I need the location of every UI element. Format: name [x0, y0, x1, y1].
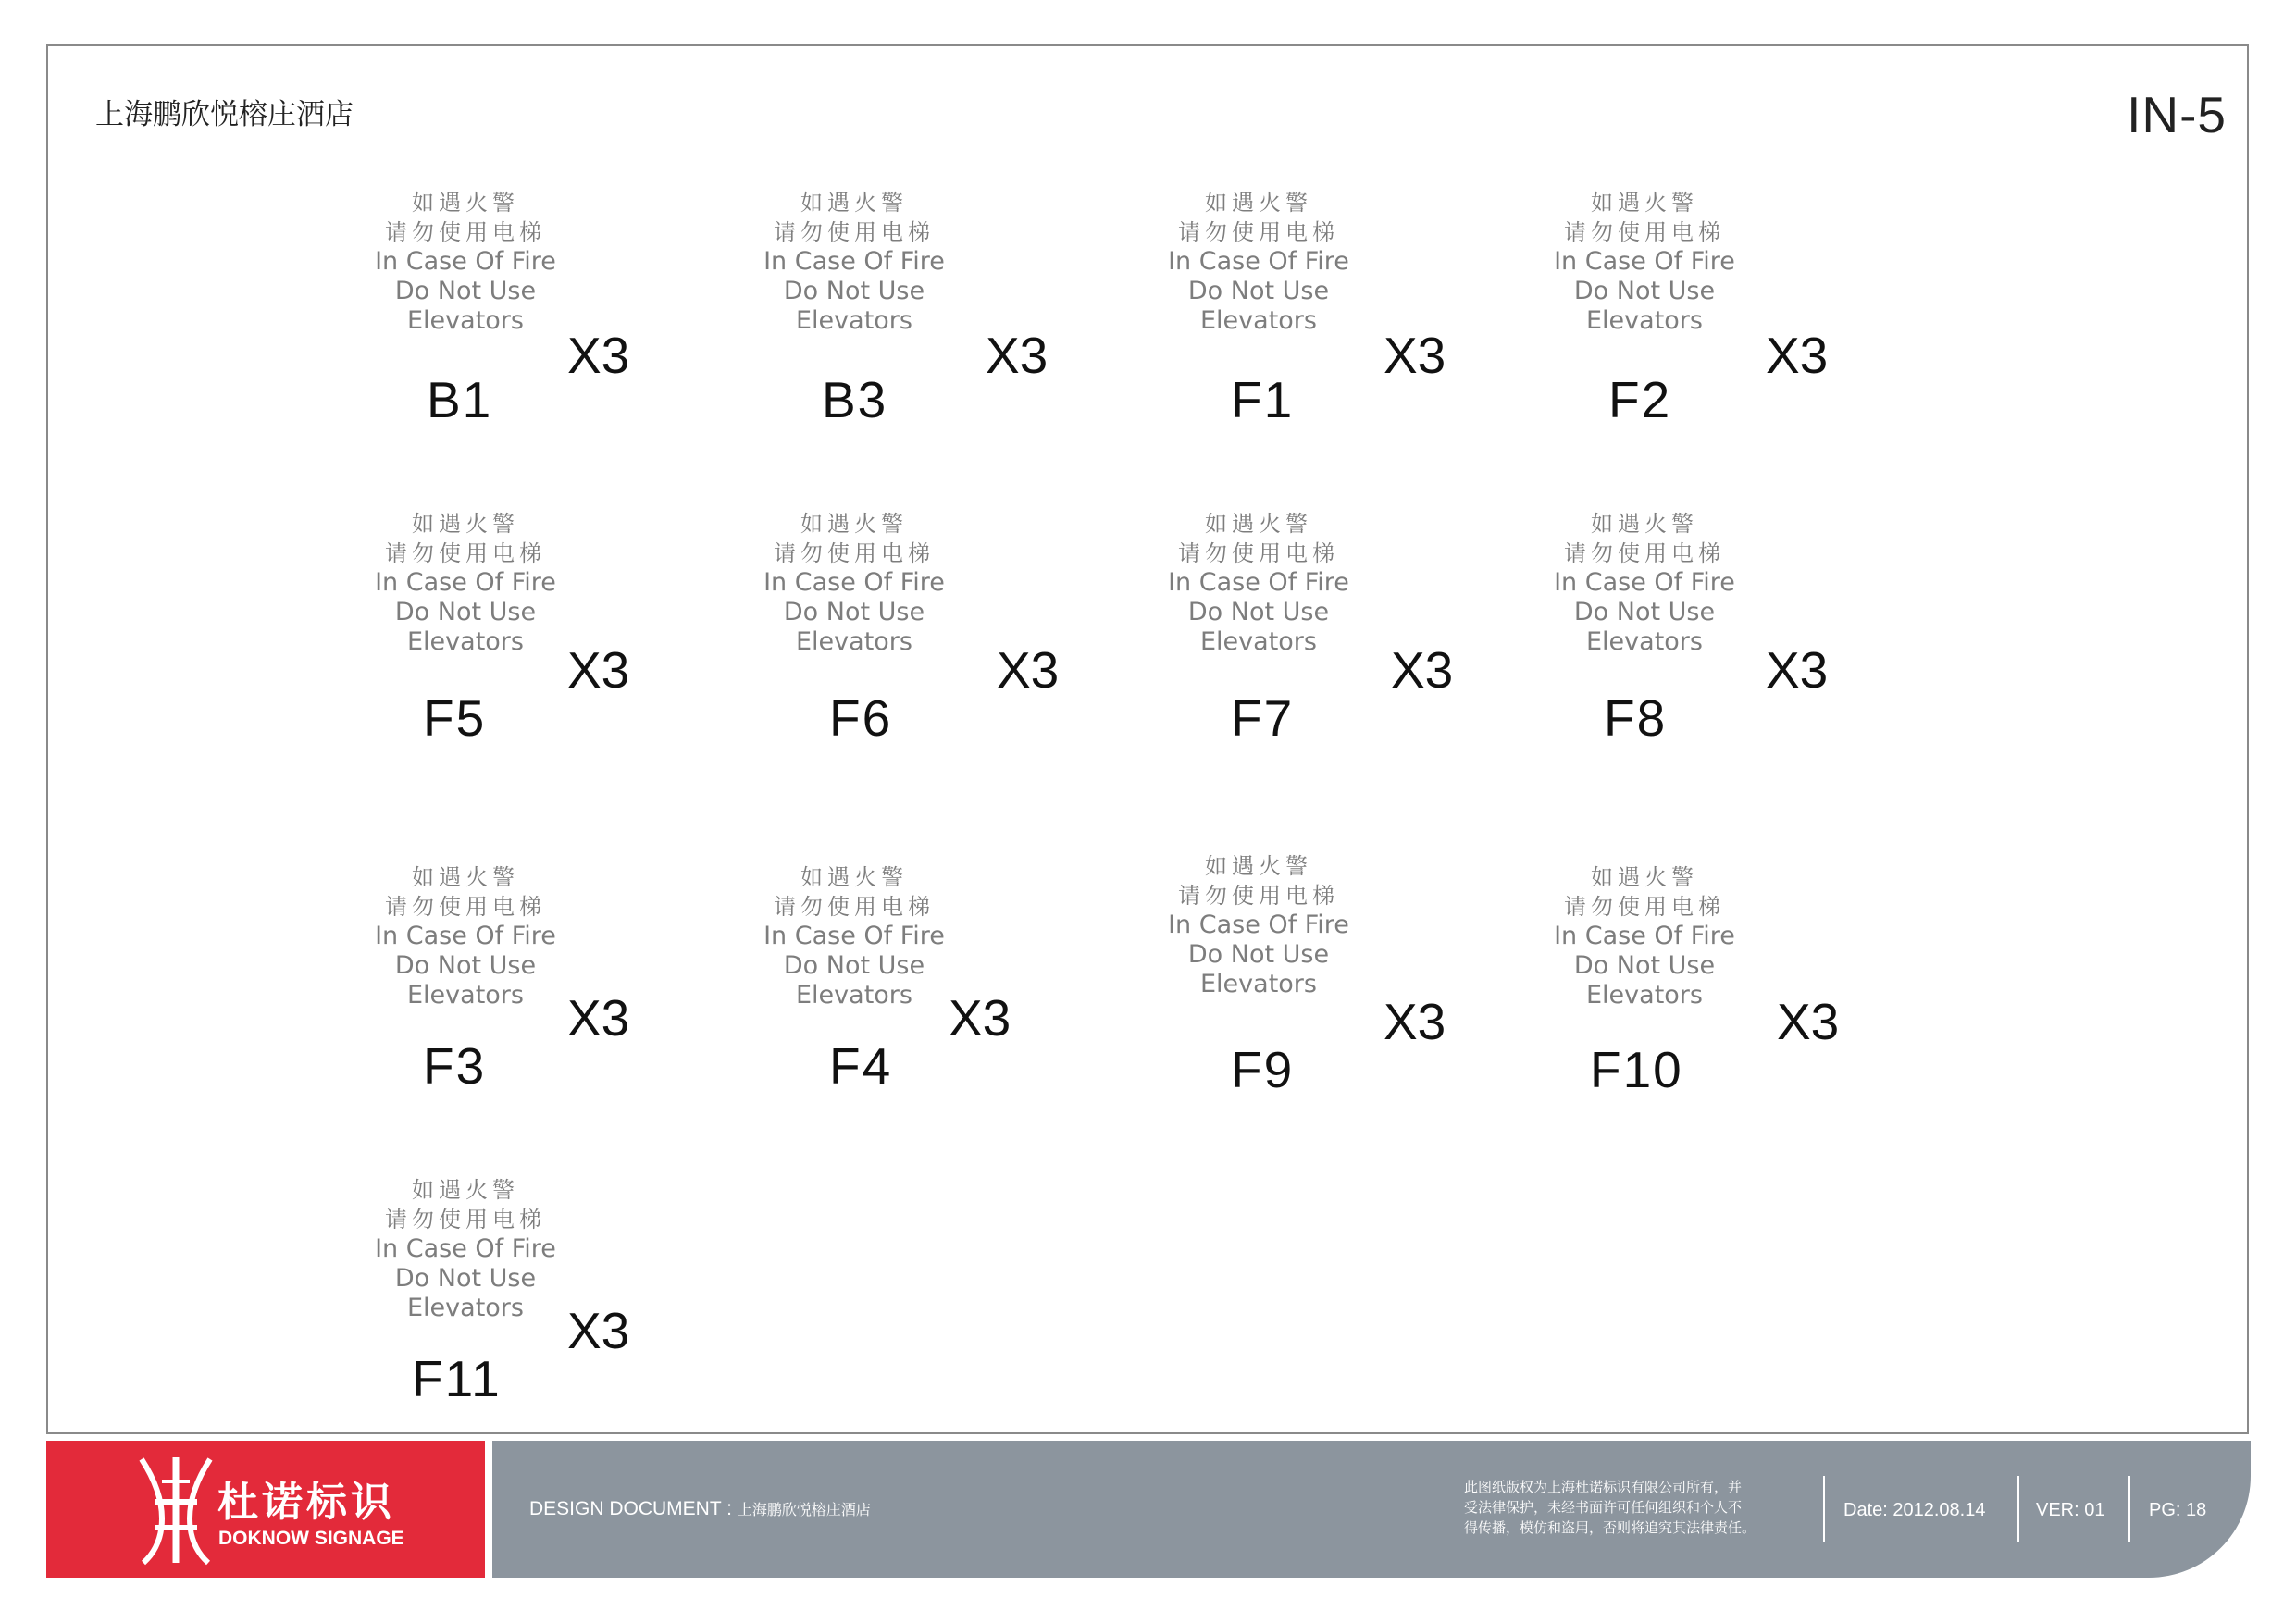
sign-en-line3: Elevators	[407, 627, 524, 656]
sign-en-line3: Elevators	[407, 981, 524, 1010]
sign-cn-line2: 请勿使用电梯	[1564, 894, 1725, 920]
sign-en-line3: Elevators	[1200, 627, 1317, 656]
quantity-label: X3	[567, 641, 630, 699]
copyright-line: 受法律保护，未经书面许可任何组织和个人不	[1464, 1500, 1743, 1516]
sign-en-line2: Do Not Use	[1187, 940, 1330, 969]
sign-en-line2: Do Not Use	[394, 277, 537, 305]
floor-label: B1	[427, 371, 493, 428]
sign-en-line3: Elevators	[796, 627, 912, 656]
sign-en-line3: Elevators	[796, 306, 912, 335]
quantity-label: X3	[1384, 993, 1446, 1050]
sign-en-line1: In Case Of Fire	[1554, 247, 1735, 276]
sign-en-line3: Elevators	[796, 981, 912, 1010]
sign-en-line2: Do Not Use	[783, 277, 925, 305]
sign-en-line1: In Case Of Fire	[1554, 922, 1735, 950]
sign-cn-line1: 如遇火警	[412, 511, 519, 537]
document-project: 上海鹏欣悦榕庄酒店	[737, 1503, 871, 1518]
sign-en-line1: In Case Of Fire	[1168, 911, 1349, 939]
sign-cn-line2: 请勿使用电梯	[1178, 540, 1339, 566]
quantity-label: X3	[567, 1302, 630, 1359]
quantity-label: X3	[567, 327, 630, 384]
floor-label: F7	[1231, 689, 1295, 747]
floor-label: F10	[1590, 1041, 1683, 1098]
document-type: DESIGN DOCUMENT :	[529, 1498, 732, 1519]
sign-cn-line2: 请勿使用电梯	[385, 894, 546, 920]
sign-panel	[1533, 509, 1756, 657]
sign-cn-line1: 如遇火警	[1205, 511, 1312, 537]
copyright-line: 得传播，模仿和盗用，否则将追究其法律责任。	[1464, 1520, 1756, 1536]
page-code: IN-5	[2127, 86, 2227, 143]
sign-en-line3: Elevators	[1586, 306, 1703, 335]
sign-panel	[743, 188, 965, 336]
sign-cn-line1: 如遇火警	[412, 190, 519, 216]
sign-cn-line1: 如遇火警	[412, 1177, 519, 1203]
sign-en-line3: Elevators	[1200, 970, 1317, 998]
floor-label: B3	[822, 371, 888, 428]
floor-label: F2	[1608, 371, 1672, 428]
sign-cn-line2: 请勿使用电梯	[1564, 219, 1725, 245]
sign-en-line2: Do Not Use	[394, 598, 537, 626]
quantity-label: X3	[1777, 993, 1840, 1050]
floor-label: F5	[423, 689, 487, 747]
floor-label: F9	[1231, 1041, 1295, 1098]
sign-cn-line1: 如遇火警	[800, 864, 908, 890]
sign-cn-line1: 如遇火警	[1205, 190, 1312, 216]
divider	[2017, 1476, 2019, 1542]
sign-cn-line2: 请勿使用电梯	[385, 1207, 546, 1233]
sign-en-line2: Do Not Use	[1187, 598, 1330, 626]
sign-cn-line1: 如遇火警	[1591, 190, 1698, 216]
company-logo	[46, 1441, 485, 1578]
sign-panel	[1148, 509, 1370, 657]
sign-panel	[1533, 188, 1756, 336]
document-label	[529, 1498, 871, 1520]
quantity-label: X3	[567, 989, 630, 1047]
quantity-label: X3	[1766, 327, 1829, 384]
sign-en-line2: Do Not Use	[783, 598, 925, 626]
logo-chinese-name: 杜诺标识	[217, 1479, 395, 1526]
sign-cn-line2: 请勿使用电梯	[1178, 219, 1339, 245]
sign-en-line2: Do Not Use	[1573, 598, 1716, 626]
quantity-label: X3	[1766, 641, 1829, 699]
sign-cn-line2: 请勿使用电梯	[385, 540, 546, 566]
floor-label: F11	[412, 1350, 502, 1407]
sign-en-line1: In Case Of Fire	[375, 247, 556, 276]
sign-en-line2: Do Not Use	[783, 951, 925, 980]
copyright-notice	[1464, 1478, 1834, 1539]
floor-label: F6	[829, 689, 893, 747]
logo-english-name: DOKNOW SIGNAGE	[218, 1528, 404, 1549]
sign-en-line2: Do Not Use	[1573, 951, 1716, 980]
sign-en-line3: Elevators	[407, 1294, 524, 1322]
floor-label: F8	[1604, 689, 1668, 747]
sign-cn-line2: 请勿使用电梯	[774, 219, 935, 245]
sign-en-line3: Elevators	[1200, 306, 1317, 335]
sign-en-line3: Elevators	[407, 306, 524, 335]
sign-en-line3: Elevators	[1586, 627, 1703, 656]
sign-en-line1: In Case Of Fire	[375, 922, 556, 950]
sign-cn-line1: 如遇火警	[800, 190, 908, 216]
sign-panel	[1533, 862, 1756, 1010]
quantity-label: X3	[949, 989, 1011, 1047]
sign-cn-line2: 请勿使用电梯	[385, 219, 546, 245]
floor-label: F4	[829, 1037, 893, 1095]
document-version: VER: 01	[2036, 1500, 2105, 1520]
sign-cn-line2: 请勿使用电梯	[1564, 540, 1725, 566]
divider	[1823, 1476, 1825, 1542]
quantity-label: X3	[986, 327, 1049, 384]
project-title: 上海鹏欣悦榕庄酒店	[95, 98, 354, 130]
sign-en-line1: In Case Of Fire	[1554, 568, 1735, 597]
sign-en-line1: In Case Of Fire	[763, 247, 945, 276]
sign-cn-line1: 如遇火警	[1205, 853, 1312, 879]
sign-en-line1: In Case Of Fire	[763, 922, 945, 950]
sign-cn-line2: 请勿使用电梯	[774, 894, 935, 920]
sign-en-line1: In Case Of Fire	[1168, 247, 1349, 276]
floor-label: F1	[1231, 371, 1295, 428]
sign-en-line2: Do Not Use	[1187, 277, 1330, 305]
sign-en-line2: Do Not Use	[394, 1264, 537, 1293]
sign-en-line2: Do Not Use	[1573, 277, 1716, 305]
document-date: Date: 2012.08.14	[1843, 1500, 1986, 1520]
copyright-line: 此图纸版权为上海杜诺标识有限公司所有，并	[1464, 1480, 1743, 1495]
sign-en-line1: In Case Of Fire	[1168, 568, 1349, 597]
sign-cn-line2: 请勿使用电梯	[1178, 883, 1339, 909]
sign-cn-line1: 如遇火警	[1591, 511, 1698, 537]
sign-en-line1: In Case Of Fire	[763, 568, 945, 597]
sign-panel	[354, 509, 577, 657]
sign-en-line1: In Case Of Fire	[375, 568, 556, 597]
quantity-label: X3	[1384, 327, 1446, 384]
sign-en-line2: Do Not Use	[394, 951, 537, 980]
sign-panel	[1148, 851, 1370, 999]
floor-label: F3	[423, 1037, 487, 1095]
company-logo-mark-icon	[134, 1454, 217, 1567]
sign-en-line1: In Case Of Fire	[375, 1234, 556, 1263]
sign-panel	[354, 862, 577, 1010]
quantity-label: X3	[1391, 641, 1454, 699]
sign-cn-line2: 请勿使用电梯	[774, 540, 935, 566]
divider	[2128, 1476, 2130, 1542]
sign-panel	[354, 188, 577, 336]
quantity-label: X3	[997, 641, 1060, 699]
sign-panel	[354, 1175, 577, 1323]
sign-cn-line1: 如遇火警	[1591, 864, 1698, 890]
sign-panel	[743, 509, 965, 657]
footer-bar	[492, 1441, 2251, 1578]
sign-cn-line1: 如遇火警	[412, 864, 519, 890]
sign-panel	[1148, 188, 1370, 336]
sign-panel	[743, 862, 965, 1010]
sign-cn-line1: 如遇火警	[800, 511, 908, 537]
sign-en-line3: Elevators	[1586, 981, 1703, 1010]
page-number: PG: 18	[2149, 1500, 2207, 1520]
